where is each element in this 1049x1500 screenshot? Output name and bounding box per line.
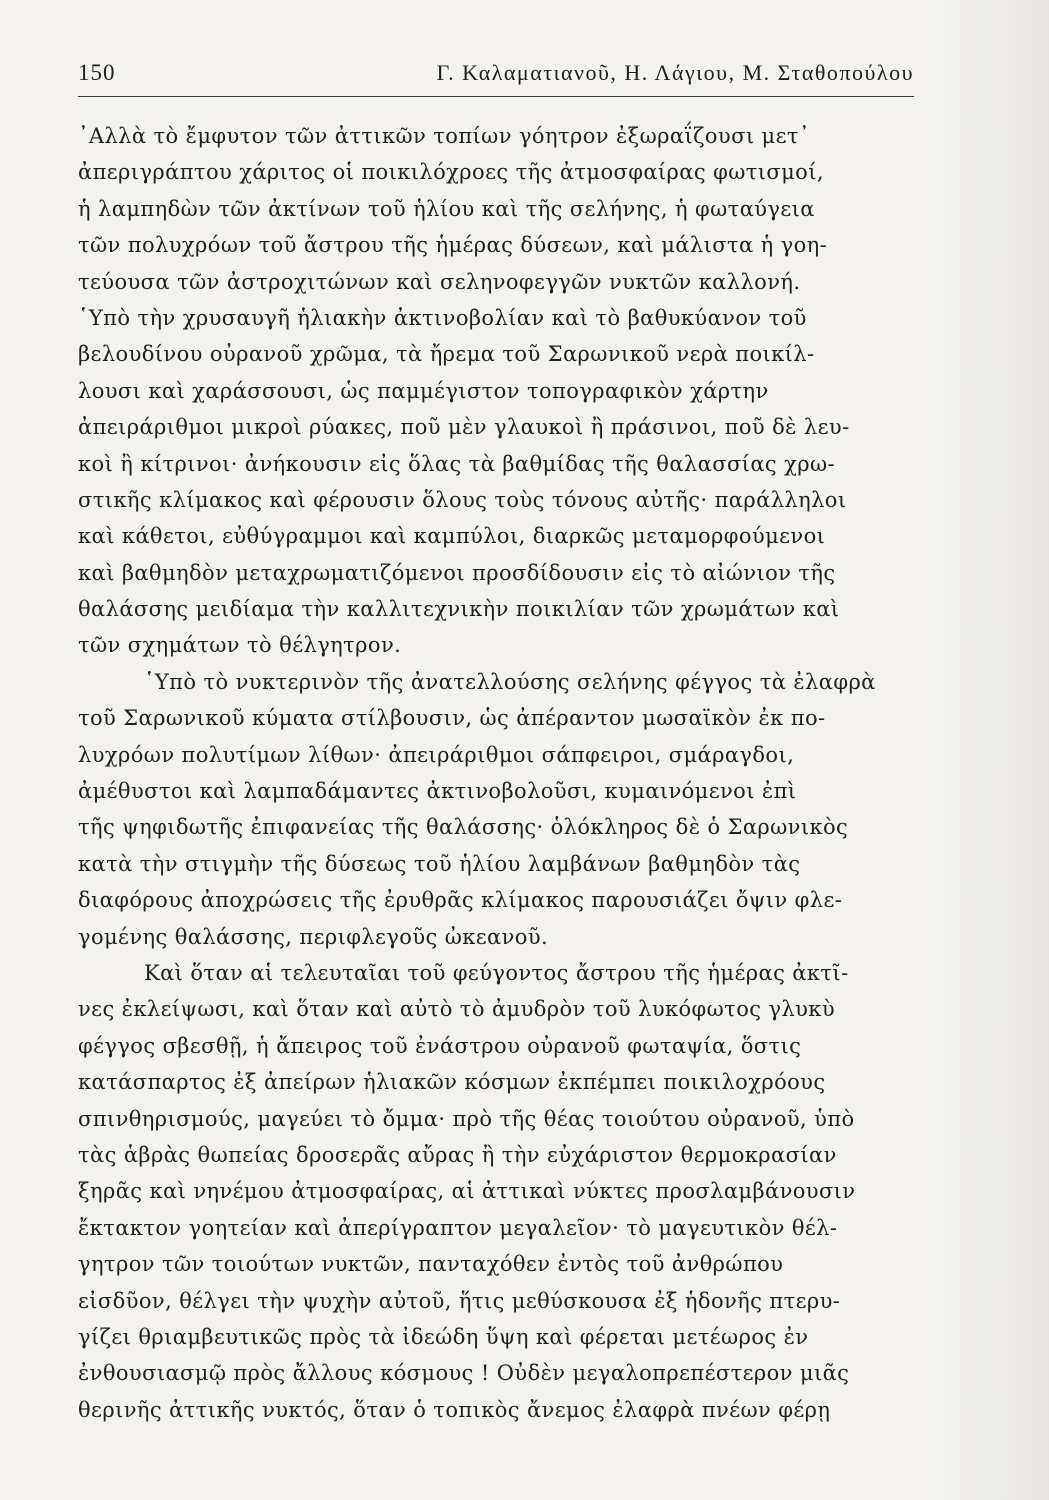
text-line: ἔκτακτον γοητείαν καὶ ἀπερίγραπτον μεγαλεῖον· τὸ μαγευτικὸν θέλ- — [78, 1215, 838, 1240]
running-head-authors: Γ. Καλαματιανοῦ, Η. Λάγιου, Μ. Σταθοπούλου — [436, 60, 914, 85]
text-line: γίζει θριαμβευτικῶς πρὸς τὰ ἰδεώδη ὕψη καὶ φέρεται μετέωρος ἐν — [78, 1324, 809, 1349]
text-line: καὶ κάθετοι, εὐθύγραμμοι καὶ καμπύλοι, διαρκῶς μεταμορφούμενοι — [78, 524, 826, 549]
text-line: κατάσπαρτος ἐξ ἀπείρων ἡλιακῶν κόσμων ἐκπέμπει ποικιλοχρόους — [78, 1070, 826, 1095]
text-line: ἀπεριγράπτου χάριτος οἱ ποικιλόχροες τῆς ἀτμοσφαίρας φωτισμοί, — [78, 160, 824, 185]
page-number: 150 — [78, 60, 116, 85]
text-line: ἀπειράριθμοι μικροὶ ρύακες, ποῦ μὲν γλαυκοὶ ἢ πράσινοι, ποῦ δὲ λευ- — [78, 415, 850, 440]
text-line: κοὶ ἢ κίτρινοι· ἀνήκουσιν εἰς ὅλας τὰ βαθμίδας τῆς θαλασσίας χρω- — [78, 451, 836, 476]
text-line: φέγγος σβεσθῇ, ἡ ἄπειρος τοῦ ἐνάστρου οὐρανοῦ φωταψία, ὅστις — [78, 1033, 802, 1058]
text-line: εἰσδῦον, θέλγει τὴν ψυχὴν αὐτοῦ, ἥτις μεθύσκουσα ἐξ ἡδονῆς πτερυ- — [78, 1288, 841, 1313]
text-line: ῾Υπὸ τὴν χρυσαυγῆ ἡλιακὴν ἀκτινοβολίαν καὶ τὸ βαθυκύανον τοῦ — [78, 305, 807, 330]
text-line: τῶν σχημάτων τὸ θέλγητρον. — [78, 633, 402, 658]
text-line: τῶν πολυχρόων τοῦ ἄστρου τῆς ἡμέρας δύσεων, καὶ μάλιστα ἡ γοη- — [78, 233, 828, 258]
text-line: κατὰ τὴν στιγμὴν τῆς δύσεως τοῦ ἡλίου λαμβάνων βαθμηδὸν τὰς — [78, 851, 801, 876]
text-line: λουσι καὶ χαράσσουσι, ὡς παμμέγιστον τοπογραφικὸν χάρτην — [78, 378, 769, 403]
text-line: τεύουσα τῶν ἀστροχιτώνων καὶ σεληνοφεγγῶν νυκτῶν καλλονή. — [78, 269, 801, 294]
text-line: ῾Υπὸ τὸ νυκτερινὸν τῆς ἀνατελλούσης σελήνης φέγγος τὰ ἐλαφρὰ — [144, 669, 876, 694]
text-line: διαφόρους ἀποχρώσεις τῆς ἐρυθρᾶς κλίμακος παρουσιάζει ὄψιν φλε- — [78, 888, 843, 913]
header-rule — [78, 96, 914, 97]
text-line: ξηρᾶς καὶ νηνέμου ἀτμοσφαίρας, αἱ ἀττικαὶ νύκτες προσλαμβάνουσιν — [78, 1179, 856, 1204]
text-line: τῆς ψηφιδωτῆς ἐπιφανείας τῆς θαλάσσης· ὁλόκληρος δὲ ὁ Σαρωνικὸς — [78, 815, 849, 840]
text-line: τὰς ἁβρὰς θωπείας δροσερᾶς αὔρας ἢ τὴν εὐχάριστον θερμοκρασίαν — [78, 1142, 837, 1167]
text-line: λυχρόων πολυτίμων λίθων· ἀπειράριθμοι σάπφειροι, σμάραγδοι, — [78, 742, 795, 767]
text-line: ἡ λαμπηδὼν τῶν ἀκτίνων τοῦ ἡλίου καὶ τῆς σελήνης, ἡ φωταύγεια — [78, 196, 815, 221]
page-header — [78, 52, 914, 92]
text-line: Καὶ ὅταν αἱ τελευταῖαι τοῦ φεύγοντος ἄστρου τῆς ἡμέρας ἀκτῖ- — [144, 960, 849, 985]
text-line: θαλάσσης μειδίαμα τὴν καλλιτεχνικὴν ποικιλίαν τῶν χρωμάτων καὶ — [78, 597, 840, 622]
text-line: στικῆς κλίμακος καὶ φέρουσιν ὅλους τοὺς τόνους αὐτῆς· παράλληλοι — [78, 487, 847, 512]
text-line: τοῦ Σαρωνικοῦ κύματα στίλβουσιν, ὡς ἀπέραντον μωσαϊκὸν ἐκ πο- — [78, 706, 826, 731]
text-line: βελουδίνου οὐρανοῦ χρῶμα, τὰ ἤρεμα τοῦ Σαρωνικοῦ νερὰ ποικίλ- — [78, 342, 815, 367]
text-line: σπινθηρισμούς, μαγεύει τὸ ὄμμα· πρὸ τῆς θέας τοιούτου οὐρανοῦ, ὑπὸ — [78, 1106, 855, 1131]
text-line: ἀμέθυστοι καὶ λαμπαδάμαντες ἀκτινοβολοῦσι, κυμαινόμενοι ἐπὶ — [78, 779, 797, 804]
text-line: καὶ βαθμηδὸν μεταχρωματιζόμενοι προσδίδουσιν εἰς τὸ αἰώνιον τῆς — [78, 560, 836, 585]
text-line: νες ἐκλείψωσι, καὶ ὅταν καὶ αὐτὸ τὸ ἀμυδρὸν τοῦ λυκόφωτος γλυκὺ — [78, 997, 836, 1022]
text-line: θερινῆς ἀττικῆς νυκτός, ὅταν ὁ τοπικὸς ἄνεμος ἐλαφρὰ πνέων φέρῃ — [78, 1397, 831, 1422]
text-line: γητρον τῶν τοιούτων νυκτῶν, πανταχόθεν ἐντὸς τοῦ ἀνθρώπου — [78, 1252, 784, 1277]
text-line: ᾿Αλλὰ τὸ ἔμφυτον τῶν ἀττικῶν τοπίων γόητρον ἐξωραΐζουσι μετ᾽ — [78, 124, 810, 148]
facing-page-bleed — [939, 0, 1049, 1500]
text-line: γομένης θαλάσσης, περιφλεγοῦς ὠκεανοῦ. — [78, 924, 549, 949]
body-text — [78, 118, 928, 1428]
text-line: ἐνθουσιασμῷ πρὸς ἄλλους κόσμους ! Οὐδὲν μεγαλοπρεπέστερον μιᾶς — [78, 1361, 850, 1386]
